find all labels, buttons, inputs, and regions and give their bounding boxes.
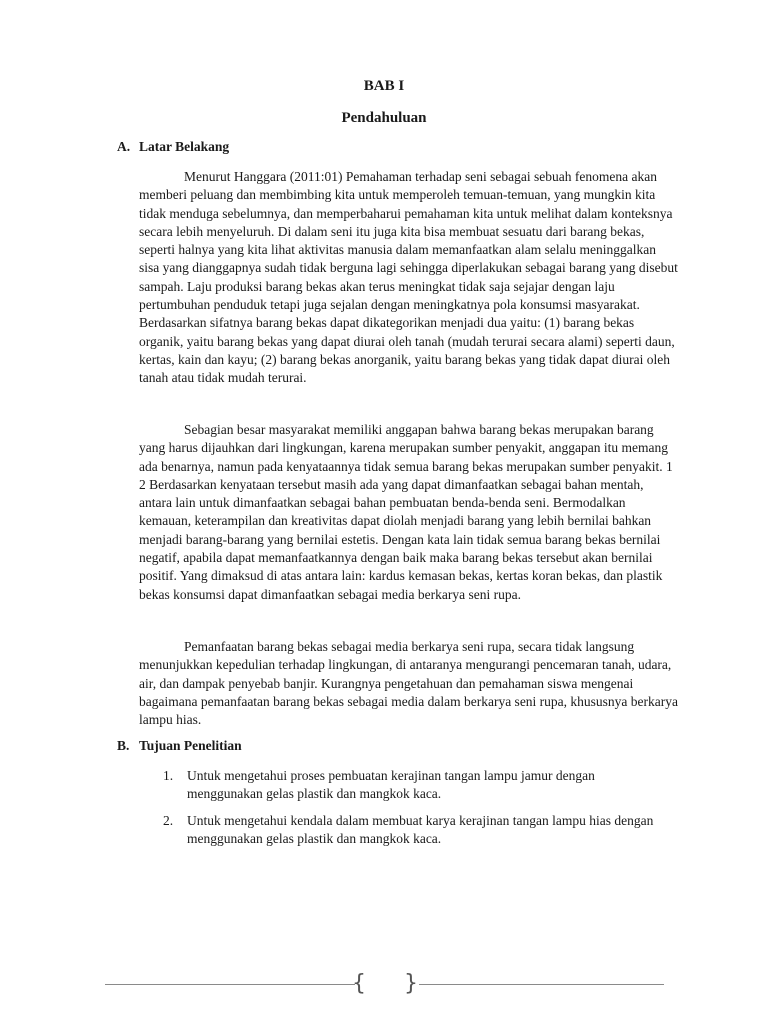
section-b-heading [117, 738, 242, 754]
list-item-number: 1. [163, 768, 174, 783]
section-a-letter: A. [117, 139, 131, 154]
footer-rule-left [105, 984, 355, 985]
section-a-title: Latar Belakang [139, 139, 230, 154]
list-item-number: 2. [163, 813, 174, 828]
paragraph-2: Sebagian besar masyarakat memiliki anggapan bahwa barang bekas merupakan barang yang harus dijauhkan dari lingkungan, karena merupakan sumber penyakit, anggapan itu memang ada benarnya, namun pada kenyataannya tidak semua barang bekas merupakan sumber penyakit. 1 2 Berdasarkan kenyataan tersebut masih ada yang dapat dimanfaatkan sebagai bahan mentah, antara lain untuk dimanfaatkan sebagai bahan pembuatan benda-benda seni. Bermodalkan kemauan, keterampilan dan kreativitas dapat diolah menjadi barang yang lebih bernilai bahkan menjadi barang-barang yang bernilai estetis. Dengan kata lain tidak semua barang bekas bernilai negatif, apabila dapat memanfaatkannya dengan baik maka barang bekas tersebut akan bernilai positif. Yang dimaksud di atas antara lain: kardus kemasan bekas, kertas koran bekas, dan plastik bekas konsumsi dapat dimanfaatkan sebagai media berkarya seni rupa. [139, 422, 673, 602]
footer-left-bracket: { [352, 971, 366, 996]
objectives-list-item [139, 812, 679, 849]
list-item-text: Untuk mengetahui proses pembuatan kerajinan tangan lampu jamur dengan menggunakan gelas plastik dan mangkok kaca. [187, 768, 595, 802]
section-a-heading [117, 139, 229, 155]
paragraph-3: Pemanfaatan barang bekas sebagai media berkarya seni rupa, secara tidak langsung menunjukkan kepedulian terhadap lingkungan, di antaranya mengurangi pencemaran tanah, udara, air, dan dampak penyebab banjir. Kurangnya pengetahuan dan pemahaman siswa mengenai bagaimana pemanfaatan barang bekas sebagai media dalam berkarya seni rupa, khususnya berkarya lampu hias. [139, 639, 679, 728]
paragraph-1: Menurut Hanggara (2011:01) Pemahaman terhadap seni sebagai sebuah fenomena akan memberi peluang dan membimbing kita untuk memperoleh temuan-temuan, yang mungkin kita tidak menduga sebelumnya, dan memperbaharui pemahaman kita untuk melihat dalam konteksnya secara lebih menyeluruh. Di dalam seni itu juga kita bisa membuat sesuatu dari barang bekas, seperti halnya yang kita lihat aktivitas manusia dalam memanfaatkan alam selalu meninggalkan sisa yang dianggapnya sudah tidak berguna lagi sehingga diperlakukan sebagai barang yang disebut sampah. Laju produksi barang bekas akan terus meningkat tidak saja sejajar dengan laju pertumbuhan penduduk tetapi juga sejalan dengan meningkatnya pola konsumsi masyarakat. Berdasarkan sifatnya barang bekas dapat dikategorikan menjadi dua yaitu: (1) barang bekas organik, yaitu barang bekas yang dapat diurai oleh tanah (mudah terurai secara alami) seperti daun, kertas, kain dan kayu; (2) barang bekas anorganik, yaitu barang bekas yang tidak dapat diurai oleh tanah atau tidak mudah terurai. [139, 169, 678, 386]
chapter-subtitle: Pendahuluan [341, 110, 427, 126]
objectives-list-item [139, 767, 679, 804]
section-b-letter: B. [117, 738, 130, 753]
footer-right-bracket: } [404, 971, 418, 996]
footer-rule-right [419, 984, 664, 985]
section-b-title: Tujuan Penelitian [139, 738, 242, 753]
list-item-text: Untuk mengetahui kendala dalam membuat karya kerajinan tangan lampu hias dengan menggunakan gelas plastik dan mangkok kaca. [187, 813, 654, 847]
chapter-title: BAB I [363, 78, 405, 94]
